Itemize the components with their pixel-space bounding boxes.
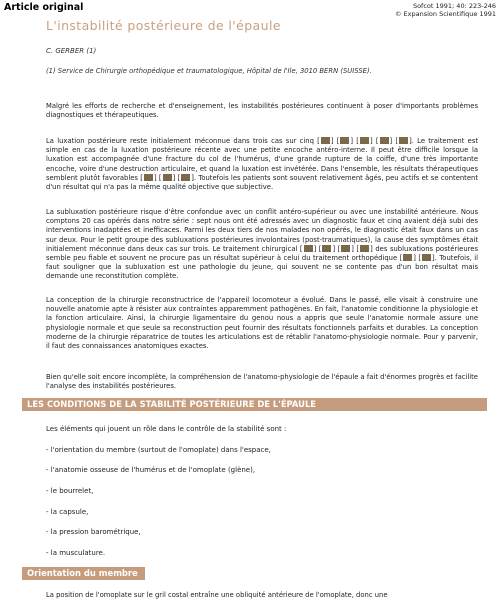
paragraph-reconstruction: La conception de la chirurgie reconstructrice de l'appareil locomoteur a évolué. Dans le passé, elle visait à construire une nouvelle anatomie apte à résister aux contraintes apparemment pathogènes. En fait, l'anatomie conditionne la physiologie et la fonction articulaire. Ainsi, la chirurgie ligamentaire du genou nous a appris que seule l'anatomie normale assure une physiologie normale et que seule sa reconstruction peut fournir des résultats fonctionnels parfaits et durables. La conception moderne de la chirurgie réparatrice de toutes les articulations est de rétablir l'anatomo-physiologie normale. Pour y parvenir, il faut des connaissances anatomiques exactes. xyxy=(46,296,478,351)
section-heading: LES CONDITIONS DE LA STABILITÉ POSTÉRIEURE DE L'ÉPAULE xyxy=(27,399,317,409)
list-item: - la pression barométrique, xyxy=(46,528,141,536)
subsection-heading-bar xyxy=(22,567,145,580)
article-affiliation: (1) Service de Chirurgie orthopédique et traumatologique, Hôpital de l'Ile, 3010 BERN (SUISSE). xyxy=(46,67,372,75)
reference-link[interactable] xyxy=(144,174,153,181)
reference-link[interactable] xyxy=(322,245,331,252)
paragraph-text: La subluxation postérieure risque d'être confondue avec un conflit antéro-supérieur ou avec une instabilité antérieure. Nous comptons 20 cas opérés dans notre série : sept nous ont été adressés avec un diagnostic faux et cinq avaient déjà subi des interventions inadaptées et inefficaces. Parmi les deux tiers de nos malades non opérés, le diagnostic était faux dans un cas sur deux. Pour le petit groupe des subluxations postérieures involontaires (post-traumatiques), la cause des symptômes était initialement méconnue dans deux cas sur trois. Le traitement chirurgical xyxy=(46,208,478,253)
list-item: - l'orientation du membre (surtout de l'omoplate) dans l'espace, xyxy=(46,446,271,454)
article-authors: C. GERBER (1) xyxy=(46,47,97,55)
reference-link[interactable] xyxy=(163,174,172,181)
reference-link[interactable] xyxy=(304,245,313,252)
paragraph-luxation: La luxation postérieure reste initialement méconnue dans trois cas sur cinq [ ] [ ] [ ] [ ] [ ]. Le traitement est simple en cas de la luxation postérieure récente avec une petite encoche antéro-interne. Il peut être difficile lorsque la luxation est accompagnée d'une fracture du col de l'humérus, d'une grande rupture de la coiffe, d'une très importante encoche, voire d'une destruction articulaire, et quand la luxation est invétérée. Dans l'ensemble, les résultats thérapeutiques semblent plutôt favorables [ ] [ ] [ ]. Toutefois les patients sont souvent relativement âgés, peu actifs et se contentent d'un résultat qui n'a pas la même qualité objective que subjective. xyxy=(46,137,479,192)
paragraph-text: . Toutefois les patients sont souvent relativement âgés, peu actifs et se contentent d'un résultat qui n'a pas la même qualité objective que subjective. xyxy=(46,173,478,192)
paragraph-text: des subluxations postérieures semble peu fiable et souvent ne procure pas un résultat supérieur à celui du traitement orthopédique xyxy=(46,244,479,263)
article-type-label: Article original xyxy=(4,2,84,13)
reference-link[interactable] xyxy=(340,137,349,144)
paragraph-progress: Bien qu'elle soit encore incomplète, la compréhension de l'anatomo-physiologie de l'épaule a fait d'énormes progrès et facilite l'analyse des instabilités postérieures. xyxy=(46,373,478,391)
publisher-copyright: © Expansion Scientifique 1991 xyxy=(394,10,496,18)
paragraph-subluxation: La subluxation postérieure risque d'être confondue avec un conflit antéro-supérieur ou avec une instabilité antérieure. Nous comptons 20 cas opérés dans notre série : sept nous ont été adressés avec un diagnostic faux et cinq avaient déjà subi des interventions inadaptées et inefficaces. Parmi les deux tiers de nos malades non opérés, le diagnostic était faux dans un cas sur deux. Pour le petit groupe des subluxations postérieures involontaires (post-traumatiques), la cause des symptômes était initialement méconnue dans deux cas sur trois. Le traitement chirurgical [ ] [ ] [ ] [ ] des subluxations postérieures semble peu fiable et souvent ne procure pas un résultat supérieur à celui du traitement orthopédique [ ] [ ]. Toutefois, il faut souligner que la subluxation est une pathologie du jeune, qui souvent ne se contente pas d'un bon résultat mais demande une reconstitution complète. xyxy=(46,208,479,281)
paragraph-text: La luxation postérieure reste initialement méconnue dans trois cas sur cinq xyxy=(46,137,314,145)
reference-link[interactable] xyxy=(403,254,412,261)
reference-link[interactable] xyxy=(360,245,369,252)
list-item: - la capsule, xyxy=(46,508,89,516)
journal-citation xyxy=(395,2,496,18)
reference-link[interactable] xyxy=(399,137,408,144)
section-intro: Les éléments qui jouent un rôle dans le contrôle de la stabilité sont : xyxy=(46,425,287,433)
reference-link[interactable] xyxy=(321,137,330,144)
list-item: - l'anatomie osseuse de l'humérus et de l'omoplate (glène), xyxy=(46,466,256,474)
article-title: L'instabilité postérieure de l'épaule xyxy=(46,18,281,33)
subsection-heading: Orientation du membre xyxy=(27,568,138,578)
reference-link[interactable] xyxy=(341,245,350,252)
reference-link[interactable] xyxy=(181,174,190,181)
reference-link[interactable] xyxy=(360,137,369,144)
paragraph-orientation: La position de l'omoplate sur le gril costal entraîne une obliquité antérieure de l'omoplate, donc une xyxy=(46,591,388,599)
paragraph-intro: Malgré les efforts de recherche et d'enseignement, les instabilités postérieures continuent à poser d'importants problèmes diagnostiques et thérapeutiques. xyxy=(46,102,478,120)
reference-link[interactable] xyxy=(422,254,431,261)
reference-link[interactable] xyxy=(380,137,389,144)
paragraph-text: . Toutefois, il faut souligner que la subluxation est une pathologie du jeune, qui souvent ne se contente pas d'un bon résultat mais demande une reconstitution complète. xyxy=(46,254,478,281)
section-heading-bar xyxy=(22,398,487,411)
journal-reference: Sofcot 1991; 40: 223-246 xyxy=(412,2,496,10)
paragraph-text: . Le traitement est simple en cas de la luxation postérieure récente avec une petite encoche antéro-interne. Il peut être difficile lorsque la luxation est accompagnée d'une fracture du col de l'humérus, d'une grande rupture de la coiffe, d'une très importante encoche, voire d'une destruction articulaire, et quand la luxation est invétérée. Dans l'ensemble, les résultats thérapeutiques semblent plutôt favorables xyxy=(46,137,479,182)
list-item: - le bourrelet, xyxy=(46,487,94,495)
list-item: - la musculature. xyxy=(46,549,106,557)
